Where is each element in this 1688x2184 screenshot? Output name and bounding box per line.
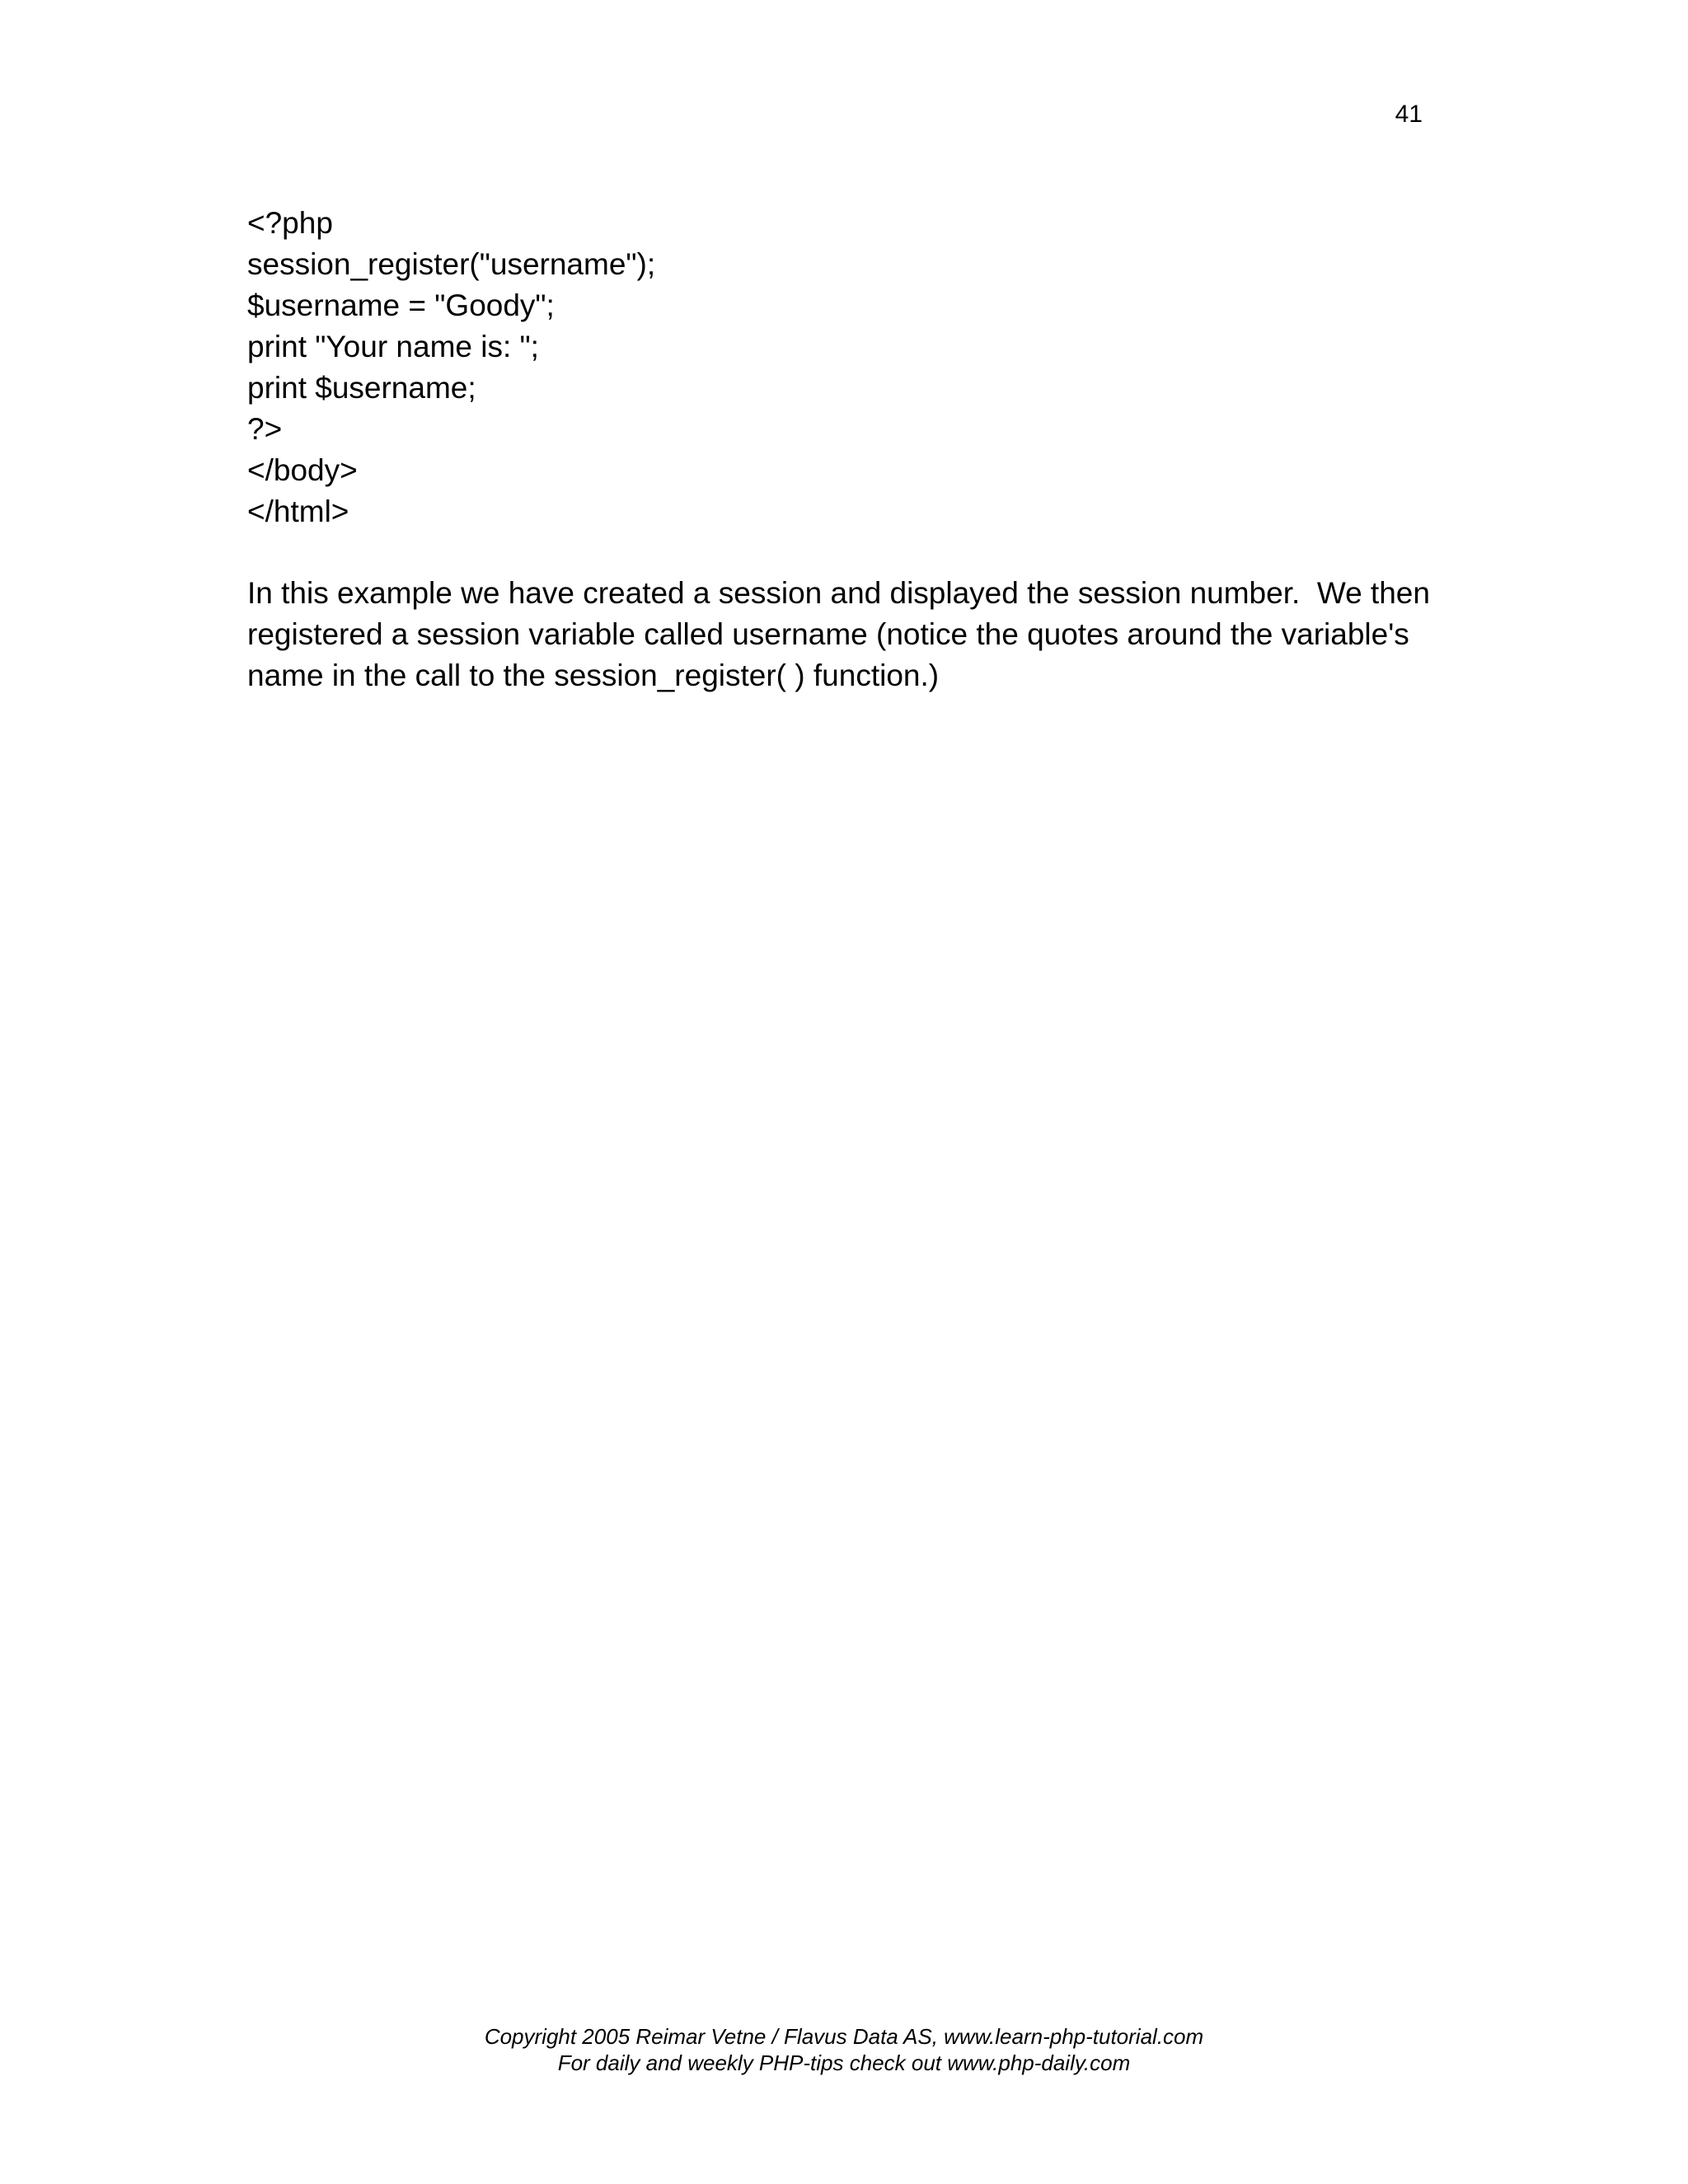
- page-number: 41: [1395, 101, 1423, 128]
- code-line: $username = "Goody";: [247, 288, 555, 322]
- paragraph-line: In this example we have created a session and displayed the session number. We then: [247, 576, 1430, 610]
- code-line: session_register("username");: [247, 247, 656, 281]
- code-line: </body>: [247, 453, 358, 487]
- code-line: print "Your name is: ";: [247, 330, 539, 363]
- code-line: ?>: [247, 412, 283, 446]
- footer-tips: For daily and weekly PHP-tips check out www.php-daily.com: [557, 2050, 1131, 2075]
- footer-copyright: Copyright 2005 Reimar Vetne / Flavus Data AS, www.learn-php-tutorial.com: [484, 2024, 1204, 2049]
- body-paragraph: [247, 573, 1430, 696]
- paragraph-line: name in the call to the session_register( ) function.): [247, 658, 940, 692]
- code-block: [247, 203, 655, 532]
- paragraph-line: registered a session variable called username (notice the quotes around the variable's: [247, 617, 1409, 651]
- code-line: <?php: [247, 206, 333, 240]
- page-footer: [0, 2023, 1688, 2076]
- code-line: print $username;: [247, 371, 476, 405]
- code-line: </html>: [247, 494, 349, 528]
